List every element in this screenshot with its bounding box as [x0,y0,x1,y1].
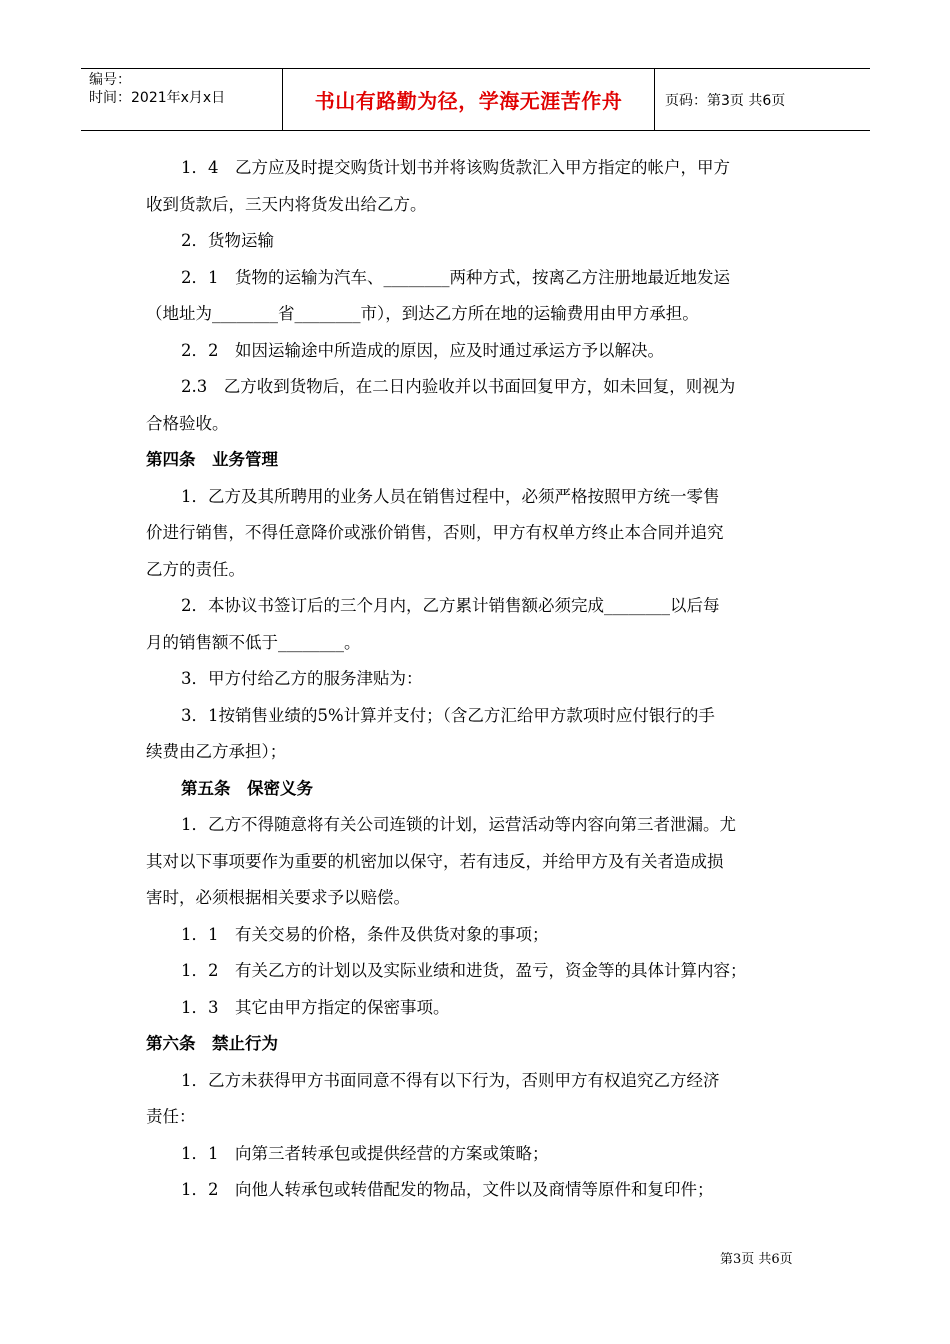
paragraph-line: 乙方的责任。 [146,559,245,579]
paragraph-line: 1．乙方及其所聘用的业务人员在销售过程中，必须严格按照甲方统一零售 [181,486,720,506]
header-meta [81,69,283,130]
document-header [81,68,870,131]
document-date-label: 时间：2021年x月x日 [89,90,226,106]
section-heading: 第六条 禁止行为 [146,1034,278,1053]
paragraph-line: 1．4 乙方应及时提交购货计划书并将该购货款汇入甲方指定的帐户，甲方 [181,158,730,177]
paragraph-line: 害时，必须根据相关要求予以赔偿。 [146,888,410,907]
paragraph-line: 月的销售额不低于________。 [146,632,361,652]
paragraph-line: 1．2 有关乙方的计划以及实际业绩和进货，盈亏，资金等的具体计算内容； [181,961,747,980]
paragraph-line: 2.3 乙方收到货物后，在二日内验收并以书面回复甲方，如未回复，则视为 [181,377,736,396]
paragraph-line: 责任： [146,1107,196,1126]
paragraph-line: 1．3 其它由甲方指定的保密事项。 [181,997,450,1017]
paragraph-line: 2．1 货物的运输为汽车、________两种方式，按离乙方注册地最近地发运 [181,267,730,287]
paragraph-line: 3．1按销售业绩的5%计算并支付；（含乙方汇给甲方款项时应付银行的手 [181,705,715,725]
page-footer: 第3页 共6页 [720,1252,793,1267]
section-heading: 第五条 保密义务 [181,778,313,798]
paragraph-line: 1．1 有关交易的价格，条件及供货对象的事项； [181,924,549,944]
paragraph-line: （地址为________省________市），到达乙方所在地的运输费用由甲方承担。 [146,304,699,323]
paragraph-line: 价进行销售，不得任意降价或涨价销售，否则，甲方有权单方终止本合同并追究 [146,523,724,542]
paragraph-line: 1．乙方未获得甲方书面同意不得有以下行为，否则甲方有权追究乙方经济 [181,1070,720,1090]
paragraph-line: 2．货物运输 [181,231,274,250]
document-body [146,150,806,1209]
paragraph-line: 3．甲方付给乙方的服务津贴为： [181,669,423,688]
paragraph-line: 2．2 如因运输途中所造成的原因，应及时通过承运方予以解决。 [181,340,664,360]
header-motto-cell [283,69,655,130]
paragraph-line: 合格验收。 [146,413,229,433]
header-page-label: 页码：第3页 共6页 [665,92,786,109]
paragraph-line: 1．1 向第三者转承包或提供经营的方案或策略； [181,1143,549,1163]
paragraph-line: 收到货款后，三天内将货发出给乙方。 [146,194,427,214]
section-heading: 第四条 业务管理 [146,450,278,469]
paragraph-line: 续费由乙方承担）； [146,742,287,761]
paragraph-line: 2．本协议书签订后的三个月内，乙方累计销售额必须完成________以后每 [181,596,720,615]
header-page-cell [655,69,870,130]
header-motto: 书山有路勤为径，学海无涯苦作舟 [314,89,623,113]
document-code-label: 编号： [89,72,131,88]
paragraph-line: 其对以下事项要作为重要的机密加以保守，若有违反，并给甲方及有关者造成损 [146,851,724,871]
paragraph-line: 1．2 向他人转承包或转借配发的物品，文件以及商情等原件和复印件； [181,1180,714,1199]
paragraph-line: 1．乙方不得随意将有关公司连锁的计划，运营活动等内容向第三者泄漏。尤 [181,815,736,834]
